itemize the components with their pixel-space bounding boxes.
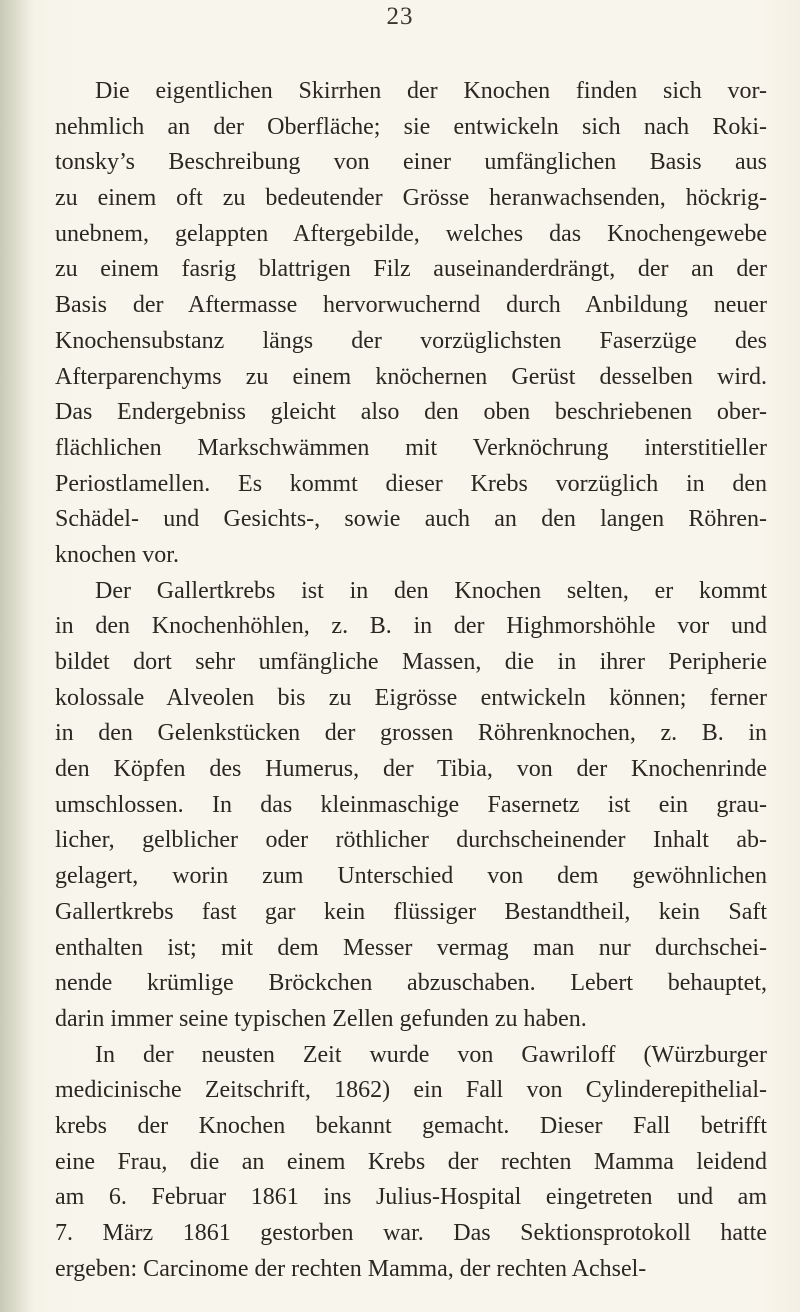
text-line: kolossale Alveolen bis zu Eigrösse entwickeln können; ferner	[55, 684, 767, 711]
text-line: eine Frau, die an einem Krebs der rechten Mamma leidend	[55, 1148, 767, 1175]
text-line: umschlossen. In das kleinmaschige Fasernetz ist ein grau-	[55, 791, 767, 818]
text-line: zu einem oft zu bedeutender Grösse heranwachsenden, höckrig-	[55, 185, 767, 212]
text-line: Der Gallertkrebs ist in den Knochen selten, er kommt	[95, 577, 767, 604]
paragraph	[55, 574, 767, 1038]
text-line: medicinische Zeitschrift, 1862) ein Fall von Cylinderepithelial-	[55, 1077, 767, 1104]
text-line: Die eigentlichen Skirrhen der Knochen finden sich vor-	[95, 78, 767, 104]
text-line: krebs der Knochen bekannt gemacht. Dieser Fall betrifft	[55, 1112, 767, 1139]
text-line: licher, gelblicher oder röthlicher durchscheinender Inhalt ab-	[55, 827, 767, 854]
body-text	[55, 74, 767, 1287]
text-line: zu einem fasrig blattrigen Filz auseinanderdrängt, der an der	[55, 256, 767, 283]
text-line: Gallertkrebs fast gar kein flüssiger Bestandtheil, kein Saft	[55, 898, 767, 925]
text-line: in den Gelenkstücken der grossen Röhrenknochen, z. B. in	[55, 720, 767, 747]
text-line: In der neusten Zeit wurde von Gawriloff (Würzburger	[95, 1041, 767, 1068]
text-line: bildet dort sehr umfängliche Massen, die in ihrer Peripherie	[55, 649, 767, 675]
text-line: enthalten ist; mit dem Messer vermag man nur durchschei-	[55, 934, 767, 961]
text-line: Das Endergebniss gleicht also den oben beschriebenen ober-	[55, 399, 767, 426]
text-line: knochen vor.	[55, 541, 179, 568]
text-line: nehmlich an der Oberfläche; sie entwickeln sich nach Roki-	[55, 113, 767, 140]
text-line: Schädel- und Gesichts-, sowie auch an den langen Röhren-	[55, 506, 767, 533]
text-line: gelagert, worin zum Unterschied von dem gewöhnlichen	[55, 863, 767, 890]
text-line: Knochensubstanz längs der vorzüglichsten Faserzüge des	[55, 327, 767, 354]
text-line: tonsky’s Beschreibung von einer umfänglichen Basis aus	[55, 149, 767, 176]
text-line: den Köpfen des Humerus, der Tibia, von der Knochenrinde	[55, 756, 767, 783]
text-line: unebnem, gelappten Aftergebilde, welches das Knochengewebe	[55, 220, 767, 247]
text-line: 7. März 1861 gestorben war. Das Sektionsprotokoll hatte	[55, 1220, 767, 1246]
spine-shadow	[0, 0, 34, 1312]
paragraph	[55, 1038, 767, 1288]
text-line: flächlichen Markschwämmen mit Verknöchrung interstitieller	[55, 434, 767, 461]
text-line: darin immer seine typischen Zellen gefunden zu haben.	[55, 1005, 587, 1032]
page-number: 23	[386, 3, 414, 30]
paragraph	[55, 74, 767, 574]
text-line: nende krümlige Bröckchen abzuschaben. Lebert behauptet,	[55, 970, 767, 997]
text-line: Periostlamellen. Es kommt dieser Krebs vorzüglich in den	[55, 470, 767, 497]
text-line: ergeben: Carcinome der rechten Mamma, der rechten Achsel-	[55, 1255, 647, 1282]
text-line: Basis der Aftermasse hervorwuchernd durch Anbildung neuer	[55, 292, 767, 319]
text-line: in den Knochenhöhlen, z. B. in der Highmorshöhle vor und	[55, 613, 767, 640]
text-line: am 6. Februar 1861 ins Julius-Hospital eingetreten und am	[55, 1184, 767, 1211]
text-line: Afterparenchyms zu einem knöchernen Gerüst desselben wird.	[55, 363, 767, 390]
